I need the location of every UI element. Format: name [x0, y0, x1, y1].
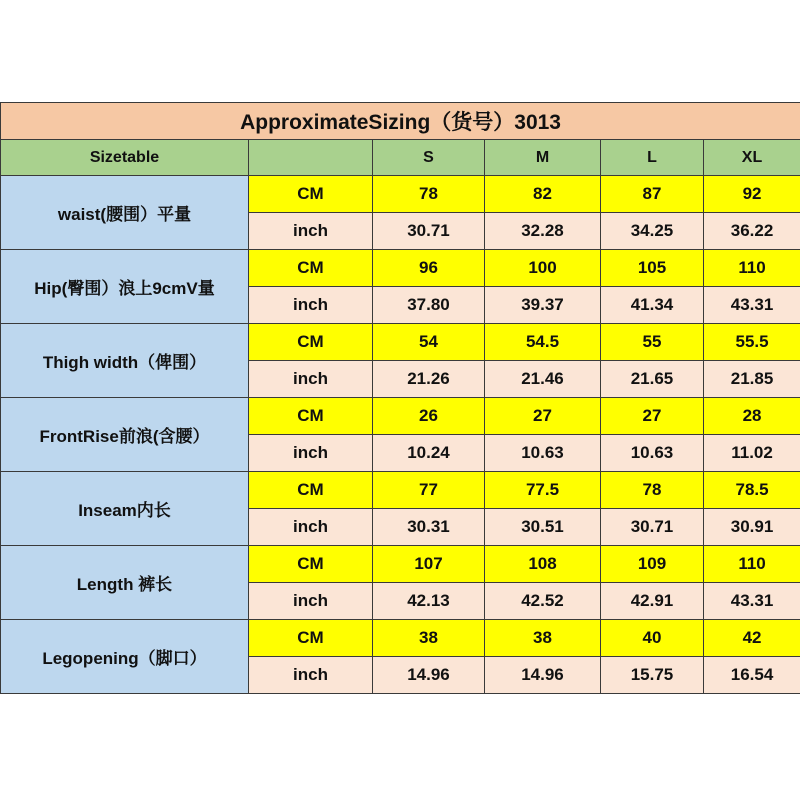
- unit-label-inch: inch: [249, 435, 373, 472]
- value-cell-cm: 110: [704, 250, 800, 287]
- measurement-name: waist(腰围）平量: [1, 176, 249, 250]
- header-unit-blank: [249, 140, 373, 176]
- value-cell-cm: 96: [373, 250, 485, 287]
- value-cell-inch: 11.02: [704, 435, 800, 472]
- value-cell-cm: 78: [601, 472, 704, 509]
- value-cell-inch: 43.31: [704, 583, 800, 620]
- value-cell-cm: 87: [601, 176, 704, 213]
- header-row: [1, 140, 800, 176]
- table-row: [1, 324, 800, 361]
- value-cell-inch: 34.25: [601, 213, 704, 250]
- value-cell-inch: 21.85: [704, 361, 800, 398]
- table-row: [1, 250, 800, 287]
- unit-label-inch: inch: [249, 287, 373, 324]
- value-cell-inch: 37.80: [373, 287, 485, 324]
- value-cell-cm: 55.5: [704, 324, 800, 361]
- value-cell-cm: 100: [485, 250, 601, 287]
- unit-label-inch: inch: [249, 657, 373, 694]
- value-cell-inch: 21.65: [601, 361, 704, 398]
- value-cell-inch: 16.54: [704, 657, 800, 694]
- value-cell-cm: 27: [601, 398, 704, 435]
- value-cell-cm: 108: [485, 546, 601, 583]
- table-row: [1, 398, 800, 435]
- unit-label-cm: CM: [249, 620, 373, 657]
- unit-label-inch: inch: [249, 583, 373, 620]
- unit-label-cm: CM: [249, 250, 373, 287]
- measurement-name: Hip(臀围）浪上9cmV量: [1, 250, 249, 324]
- value-cell-cm: 38: [485, 620, 601, 657]
- value-cell-inch: 30.71: [601, 509, 704, 546]
- value-cell-cm: 105: [601, 250, 704, 287]
- table-row: [1, 472, 800, 509]
- value-cell-cm: 38: [373, 620, 485, 657]
- value-cell-inch: 42.13: [373, 583, 485, 620]
- table-title: ApproximateSizing（货号）3013: [1, 103, 800, 140]
- measurement-name: Inseam内长: [1, 472, 249, 546]
- value-cell-cm: 77.5: [485, 472, 601, 509]
- value-cell-inch: 41.34: [601, 287, 704, 324]
- title-row: [1, 103, 800, 140]
- value-cell-cm: 27: [485, 398, 601, 435]
- value-cell-inch: 21.26: [373, 361, 485, 398]
- unit-label-cm: CM: [249, 472, 373, 509]
- header-size-s: S: [373, 140, 485, 176]
- header-size-l: L: [601, 140, 704, 176]
- value-cell-inch: 10.63: [485, 435, 601, 472]
- header-size-xl: XL: [704, 140, 800, 176]
- value-cell-inch: 30.91: [704, 509, 800, 546]
- value-cell-cm: 40: [601, 620, 704, 657]
- measurement-name: Length 裤长: [1, 546, 249, 620]
- value-cell-cm: 109: [601, 546, 704, 583]
- value-cell-inch: 42.91: [601, 583, 704, 620]
- value-cell-cm: 107: [373, 546, 485, 583]
- value-cell-cm: 26: [373, 398, 485, 435]
- size-table: [0, 102, 800, 694]
- unit-label-cm: CM: [249, 546, 373, 583]
- value-cell-cm: 78.5: [704, 472, 800, 509]
- unit-label-inch: inch: [249, 361, 373, 398]
- value-cell-inch: 39.37: [485, 287, 601, 324]
- value-cell-cm: 77: [373, 472, 485, 509]
- header-label: Sizetable: [1, 140, 249, 176]
- measurement-name: Legopening（脚口）: [1, 620, 249, 694]
- value-cell-inch: 14.96: [485, 657, 601, 694]
- measurement-name: FrontRise前浪(含腰）: [1, 398, 249, 472]
- value-cell-cm: 54.5: [485, 324, 601, 361]
- value-cell-inch: 36.22: [704, 213, 800, 250]
- value-cell-cm: 28: [704, 398, 800, 435]
- value-cell-inch: 10.24: [373, 435, 485, 472]
- value-cell-cm: 55: [601, 324, 704, 361]
- value-cell-cm: 92: [704, 176, 800, 213]
- value-cell-cm: 54: [373, 324, 485, 361]
- value-cell-inch: 32.28: [485, 213, 601, 250]
- header-size-m: M: [485, 140, 601, 176]
- value-cell-inch: 43.31: [704, 287, 800, 324]
- measurement-name: Thigh width（俾围）: [1, 324, 249, 398]
- value-cell-inch: 30.71: [373, 213, 485, 250]
- value-cell-inch: 21.46: [485, 361, 601, 398]
- value-cell-cm: 42: [704, 620, 800, 657]
- value-cell-inch: 15.75: [601, 657, 704, 694]
- unit-label-cm: CM: [249, 176, 373, 213]
- unit-label-inch: inch: [249, 213, 373, 250]
- value-cell-inch: 10.63: [601, 435, 704, 472]
- unit-label-inch: inch: [249, 509, 373, 546]
- value-cell-inch: 14.96: [373, 657, 485, 694]
- value-cell-inch: 42.52: [485, 583, 601, 620]
- value-cell-inch: 30.31: [373, 509, 485, 546]
- unit-label-cm: CM: [249, 324, 373, 361]
- table-row: [1, 176, 800, 213]
- value-cell-cm: 82: [485, 176, 601, 213]
- unit-label-cm: CM: [249, 398, 373, 435]
- table-row: [1, 546, 800, 583]
- value-cell-cm: 78: [373, 176, 485, 213]
- value-cell-inch: 30.51: [485, 509, 601, 546]
- value-cell-cm: 110: [704, 546, 800, 583]
- table-row: [1, 620, 800, 657]
